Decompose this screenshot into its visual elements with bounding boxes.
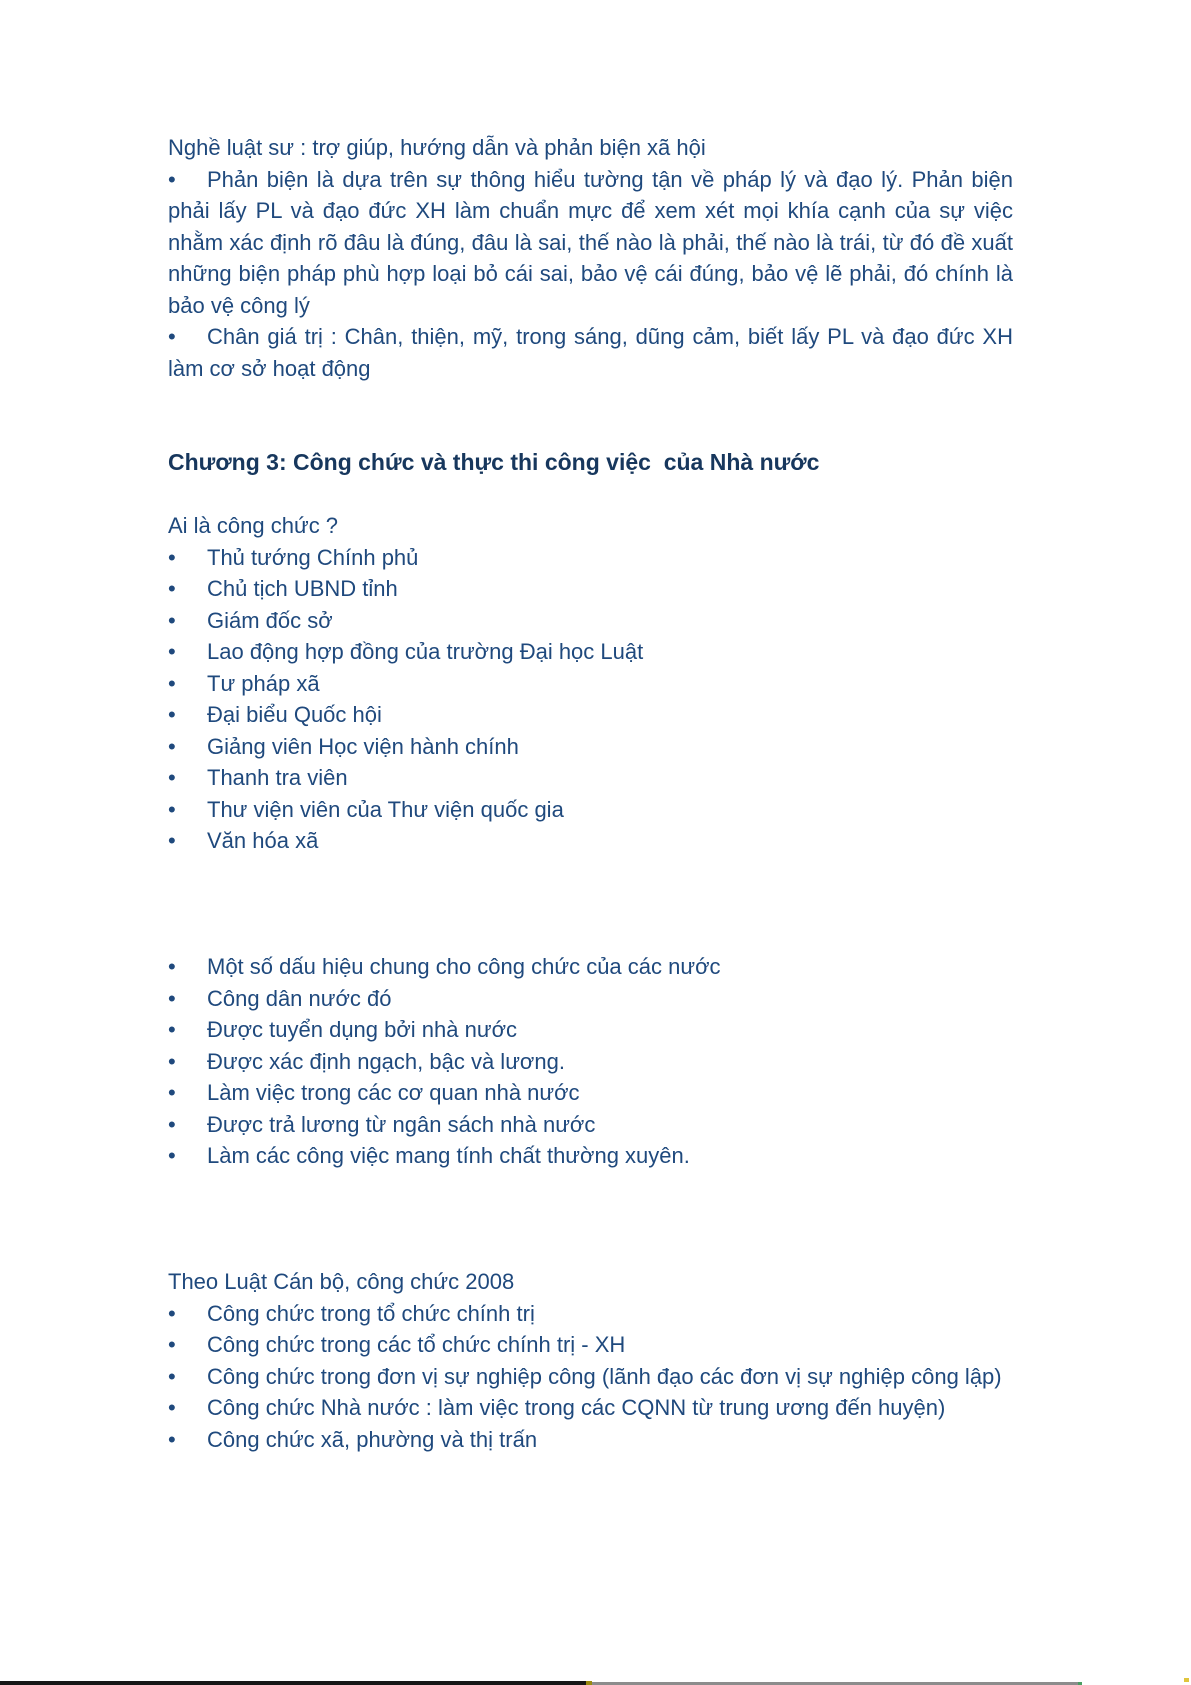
bullet-icon: • (168, 544, 176, 570)
list-item (168, 1424, 1013, 1456)
bottom-progress-bar[interactable] (0, 1678, 1191, 1685)
list-item (168, 794, 1013, 826)
list-item-text: Công chức trong tổ chức chính trị (207, 1300, 535, 1326)
chapter-heading-text: Chương 3: Công chức và thực thi công việc của Nhà nước (168, 449, 820, 475)
list-item-text: Chủ tịch UBND tỉnh (207, 576, 398, 601)
bullet-icon: • (168, 607, 176, 633)
bullet-icon: • (168, 1143, 176, 1168)
bullet-icon: • (168, 1017, 176, 1042)
list-item-text: Lao động hợp đồng của trường Đại học Luật (207, 639, 644, 664)
spacer (168, 857, 1013, 952)
list-item (168, 636, 1013, 668)
bullet-icon: • (168, 1048, 176, 1074)
bullet-icon: • (168, 1111, 176, 1137)
list-item (168, 1109, 1013, 1141)
list-item-text: Thủ tướng Chính phủ (207, 544, 419, 570)
section-line (168, 1266, 1013, 1298)
bullet-icon: • (168, 702, 176, 727)
bullet-icon: • (168, 733, 176, 759)
bullet-icon: • (168, 828, 176, 853)
bullet-icon: • (168, 796, 176, 822)
bullet-paragraph-text: Phản biện là dựa trên sự thông hiểu tường tận về pháp lý và đạo lý. Phản biện phải lấy PL và đạo đức XH làm chuẩn mực để xem xét mọi khía cạnh của sự việc nhằm xác định rõ đâu là đúng, đâu là sai, thế nào là phải, thế nào là trái, từ đó đề xuất những biện pháp phù hợp loại bỏ cái sai, bảo vệ cái đúng, bảo vệ lẽ phải, đó chính là bảo vệ công lý (168, 166, 1013, 318)
list-item-text: Một số dấu hiệu chung cho công chức của các nước (207, 954, 721, 979)
bullet-icon: • (168, 1080, 176, 1105)
bullet-paragraph (168, 1392, 1013, 1424)
list-item-text: Văn hóa xã (207, 828, 319, 853)
bullet-icon: • (168, 1332, 176, 1357)
list-item (168, 1140, 1013, 1172)
list-item (168, 1046, 1013, 1078)
spacer (168, 384, 1013, 447)
spacer (168, 1172, 1013, 1267)
bullet-paragraph (168, 164, 1013, 322)
list-item (168, 951, 1013, 983)
corner-dot-icon (1184, 1678, 1189, 1682)
list-item-text: Công chức xã, phường và thị trấn (207, 1426, 538, 1452)
intro-line (168, 132, 1013, 164)
list-item-text: Giảng viên Học viện hành chính (207, 733, 519, 759)
question-line (168, 510, 1013, 542)
bullet-icon: • (168, 670, 176, 696)
bullet-icon: • (168, 166, 176, 192)
list-item (168, 825, 1013, 857)
list-item (168, 573, 1013, 605)
list-item (168, 605, 1013, 637)
bullet-paragraph-text: Công chức trong đơn vị sự nghiệp công (lãnh đạo các đơn vị sự nghiệp công lập) (207, 1363, 1002, 1389)
spacer (168, 479, 1013, 511)
list-item (168, 542, 1013, 574)
progress-played-segment (0, 1681, 586, 1685)
list-item-text: Thư viện viên của Thư viện quốc gia (207, 796, 564, 822)
bullet-icon: • (168, 1395, 176, 1420)
list-item (168, 1298, 1013, 1330)
list-item-text: Công chức trong các tổ chức chính trị - XH (207, 1332, 626, 1357)
bullet-icon: • (168, 639, 176, 664)
bullet-paragraph (168, 321, 1013, 384)
section-line-text: Theo Luật Cán bộ, công chức 2008 (168, 1269, 515, 1294)
bullet-paragraph-text: Chân giá trị : Chân, thiện, mỹ, trong sáng, dũng cảm, biết lấy PL và đạo đức XH làm cơ sở hoạt động (168, 324, 1013, 381)
bullet-paragraph-text: Công chức Nhà nước : làm việc trong các CQNN từ trung ương đến huyện) (207, 1395, 946, 1420)
bullet-icon: • (168, 985, 176, 1011)
list-item-text: Làm các công việc mang tính chất thường xuyên. (207, 1143, 690, 1168)
list-item-text: Thanh tra viên (207, 765, 348, 790)
bullet-icon: • (168, 576, 176, 601)
list-item-text: Công dân nước đó (207, 985, 392, 1011)
question-line-text: Ai là công chức ? (168, 513, 339, 538)
list-item (168, 1014, 1013, 1046)
bullet-icon: • (168, 1300, 176, 1326)
list-item-text: Được tuyển dụng bởi nhà nước (207, 1017, 518, 1042)
list-item-text: Làm việc trong các cơ quan nhà nước (207, 1080, 580, 1105)
list-item (168, 668, 1013, 700)
intro-line-text: Nghề luật sư : trợ giúp, hướng dẫn và phản biện xã hội (168, 135, 706, 160)
list-item-text: Được xác định ngạch, bậc và lương. (207, 1048, 565, 1074)
bullet-icon: • (168, 1363, 176, 1389)
chapter-heading (168, 447, 1013, 479)
list-item (168, 983, 1013, 1015)
bullet-icon: • (168, 954, 176, 979)
document-content (168, 132, 1013, 1455)
bullet-icon: • (168, 1426, 176, 1452)
bullet-icon: • (168, 324, 176, 349)
list-item-text: Tư pháp xã (207, 670, 320, 696)
list-item (168, 762, 1013, 794)
bullet-paragraph (168, 1361, 1013, 1393)
list-item-text: Được trả lương từ ngân sách nhà nước (207, 1111, 596, 1137)
list-item-text: Đại biểu Quốc hội (207, 702, 382, 727)
list-item (168, 731, 1013, 763)
bullet-icon: • (168, 765, 176, 790)
list-item (168, 1077, 1013, 1109)
list-item (168, 699, 1013, 731)
list-item-text: Giám đốc sở (207, 607, 333, 633)
list-item (168, 1329, 1013, 1361)
